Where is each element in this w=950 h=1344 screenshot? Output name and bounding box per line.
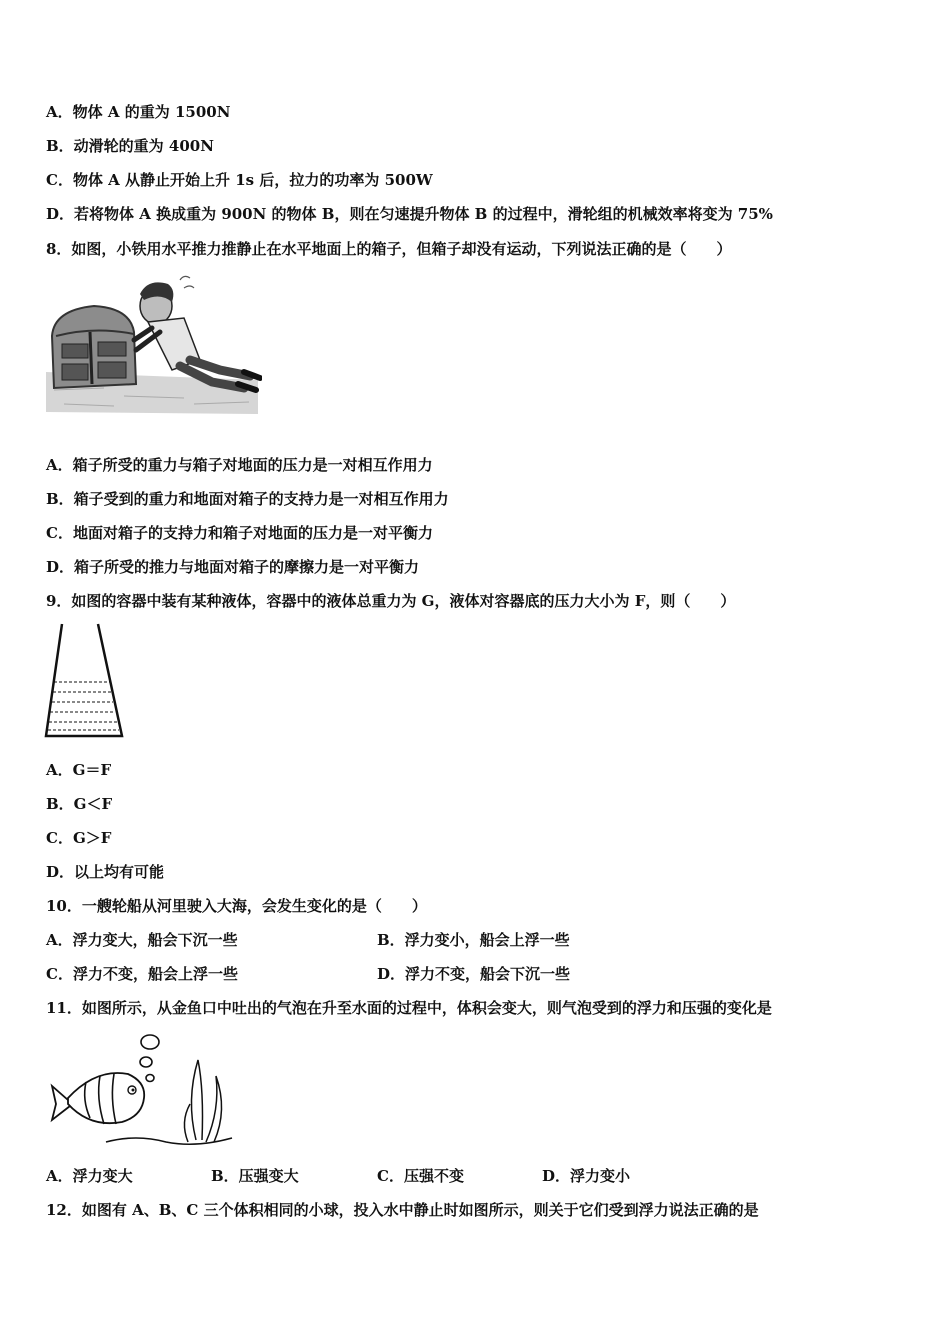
q12-stem: 12．如图有 A、B、C 三个体积相同的小球，投入水中静止时如图所示，则关于它们受到浮力说法正确的是: [46, 1201, 759, 1219]
q10-option-b: B．浮力变小，船会上浮一些: [377, 931, 570, 949]
q8-stem: 8．如图，小铁用水平推力推静止在水平地面上的箱子，但箱子却没有运动，下列说法正确的是（ ）: [46, 240, 732, 258]
q7-option-c: C．物体 A 从静止开始上升 1s 后，拉力的功率为 500W: [46, 171, 433, 189]
goldfish-bubbles-figure: [46, 1030, 236, 1150]
q8-option-d: D．箱子所受的推力与地面对箱子的摩擦力是一对平衡力: [46, 558, 420, 576]
q8-option-b: B．箱子受到的重力和地面对箱子的支持力是一对相互作用力: [46, 490, 449, 508]
q7-option-a: A．物体 A 的重为 1500N: [46, 103, 231, 121]
q8-option-c: C．地面对箱子的支持力和箱子对地面的压力是一对平衡力: [46, 524, 433, 542]
q9-stem: 9．如图的容器中装有某种液体，容器中的液体总重力为 G，液体对容器底的压力大小为 F，则（ ）: [46, 592, 736, 610]
q9-option-a: A．G＝F: [46, 761, 112, 779]
q9-option-b: B．G＜F: [46, 795, 113, 813]
q9-option-d: D．以上均有可能: [46, 863, 165, 881]
q11-option-d: D．浮力变小: [542, 1167, 631, 1185]
q9-option-c: C．G＞F: [46, 829, 112, 847]
container-figure: [42, 620, 128, 742]
q11-stem: 11．如图所示，从金鱼口中吐出的气泡在升至水面的过程中，体积会变大，则气泡受到的浮力和压强的变化是: [46, 999, 772, 1017]
q10-option-a: A．浮力变大，船会下沉一些: [46, 931, 238, 949]
q11-option-c: C．压强不变: [377, 1167, 464, 1185]
q10-stem: 10．一艘轮船从河里驶入大海，会发生变化的是（ ）: [46, 897, 427, 915]
q7-option-d: D．若将物体 A 换成重为 900N 的物体 B，则在匀速提升物体 B 的过程中，滑轮组的机械效率将变为 75%: [46, 205, 773, 223]
q10-option-d: D．浮力不变，船会下沉一些: [377, 965, 571, 983]
q7-option-b: B．动滑轮的重为 400N: [46, 137, 214, 155]
q11-option-a: A．浮力变大: [46, 1167, 133, 1185]
q11-option-b: B．压强变大: [211, 1167, 299, 1185]
q8-option-a: A．箱子所受的重力与箱子对地面的压力是一对相互作用力: [46, 456, 433, 474]
boy-pushing-box-figure: [44, 272, 262, 418]
q10-option-c: C．浮力不变，船会上浮一些: [46, 965, 238, 983]
